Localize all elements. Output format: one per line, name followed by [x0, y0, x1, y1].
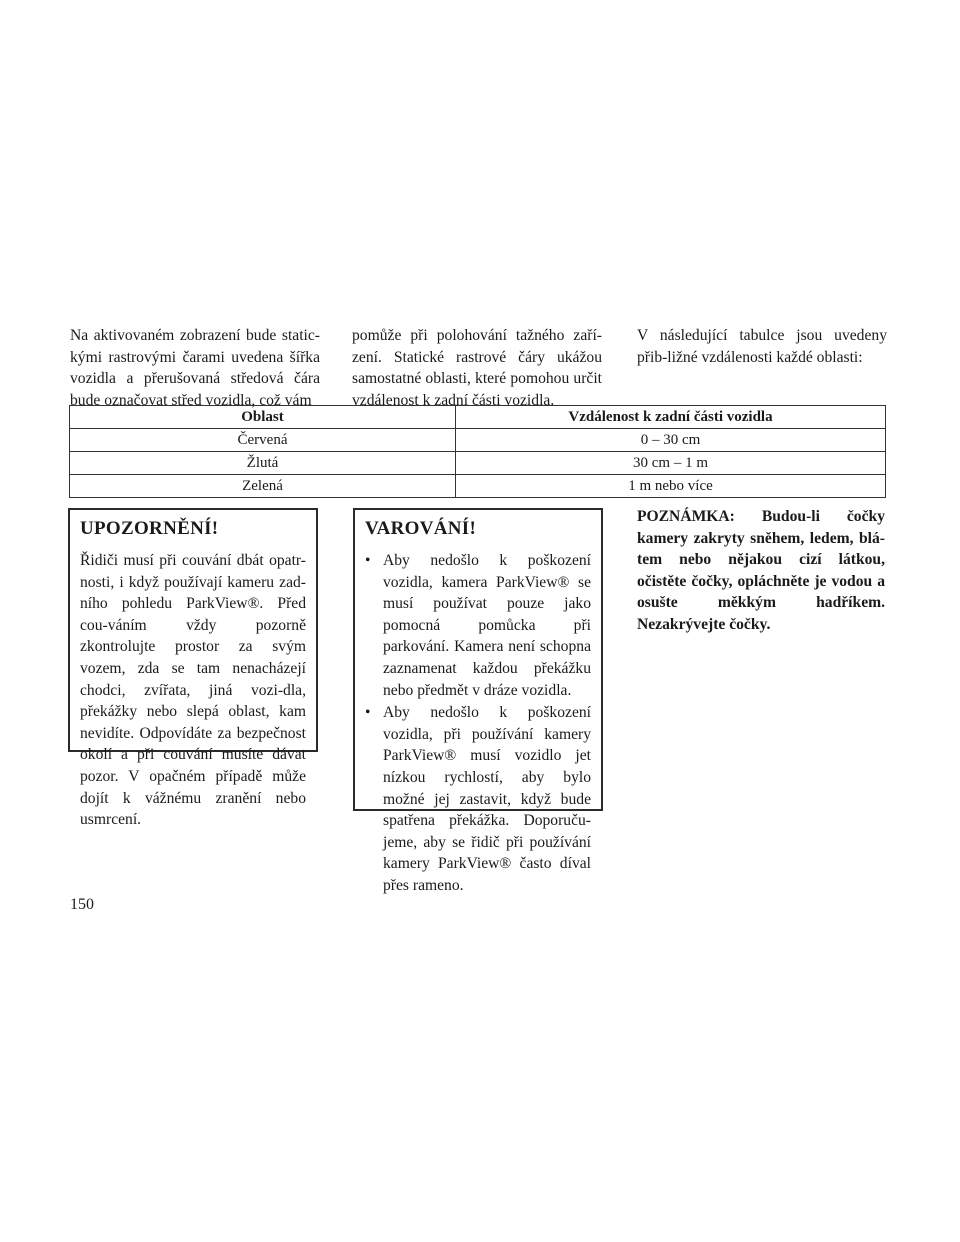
warning-box: [353, 508, 603, 894]
distance-table: [69, 405, 886, 498]
table-row: [70, 452, 886, 475]
cell-zone: Zelená: [70, 475, 456, 498]
caution-text: Řidiči musí při couvání dbát opatr-nosti, i když používají kameru zad-ního pohledu ParkView®. Před cou-váním vždy pozorně zkontrolujte prostor za svým vozem, zda se tam nenacházejí chodci, zvířata, jiná vozi-dla, překážky nebo slepá oblast, kam nevidíte. Odpovídáte za bezpečnost okolí a při couvání musíte dávat pozor. V opačném případě může dojít k vážnému zranění nebo usmrcení.: [80, 552, 306, 829]
cell-zone: Žlutá: [70, 452, 456, 475]
warning-item-text: Aby nedošlo k poškození vozidla, při používání kamery ParkView® musí vozidlo jet nízkou rychlostí, aby bylo možné jej zastavit, když bude spatřena překážka. Doporuču-jeme, aby se řidič při používání kamery ParkView® často díval přes rameno.: [383, 704, 591, 894]
intro-paragraph-col1: Na aktivovaném zobrazení bude static-kými rastrovými čarami uvedena šířka vozidla a přerušovaná středová čára bude označovat střed vozidla, což vám: [70, 327, 320, 409]
cell-zone: Červená: [70, 429, 456, 452]
list-item: [365, 702, 591, 896]
header-zone: Oblast: [70, 406, 456, 429]
table-row: [70, 475, 886, 498]
cell-distance: 1 m nebo více: [456, 475, 886, 498]
caution-box: [68, 508, 318, 829]
bullet-icon: •: [365, 552, 371, 569]
header-distance: Vzdálenost k zadní části vozidla: [456, 406, 886, 429]
bullet-icon: •: [365, 704, 371, 722]
intro-paragraph-col2: pomůže při polohování tažného zaří-zení. Statické rastrové čáry ukážou samostatné oblasti, které pomohou určit vzdálenost k zadní části vozidla.: [352, 327, 602, 409]
page-number: 150: [70, 896, 94, 913]
warning-item-text: Aby nedošlo k poškození vozidla, kamera ParkView® se musí používat pouze jako pomocná pomůcka při parkování. Kamera není schopna zaznamenat každou překážku nebo předmět v dráze vozidla.: [383, 552, 591, 699]
intro-paragraph-col3: V následující tabulce jsou uvedeny přib-ližné vzdálenosti každé oblasti:: [637, 327, 887, 366]
list-item: [365, 550, 591, 701]
table-row: [70, 429, 886, 452]
cell-distance: 30 cm – 1 m: [456, 452, 886, 475]
warning-list: [365, 550, 591, 897]
table-header-row: [70, 406, 886, 429]
note-paragraph: POZNÁMKA: Budou-li čočky kamery zakryty sněhem, ledem, blá-tem nebo nějakou cizí látkou, očistěte čočky, opláchněte je vodou a osušte měkkým hadříkem. Nezakrývejte čočky.: [637, 508, 885, 633]
warning-title: VAROVÁNÍ!: [365, 518, 477, 539]
caution-title: UPOZORNĚNÍ!: [80, 518, 219, 539]
cell-distance: 0 – 30 cm: [456, 429, 886, 452]
